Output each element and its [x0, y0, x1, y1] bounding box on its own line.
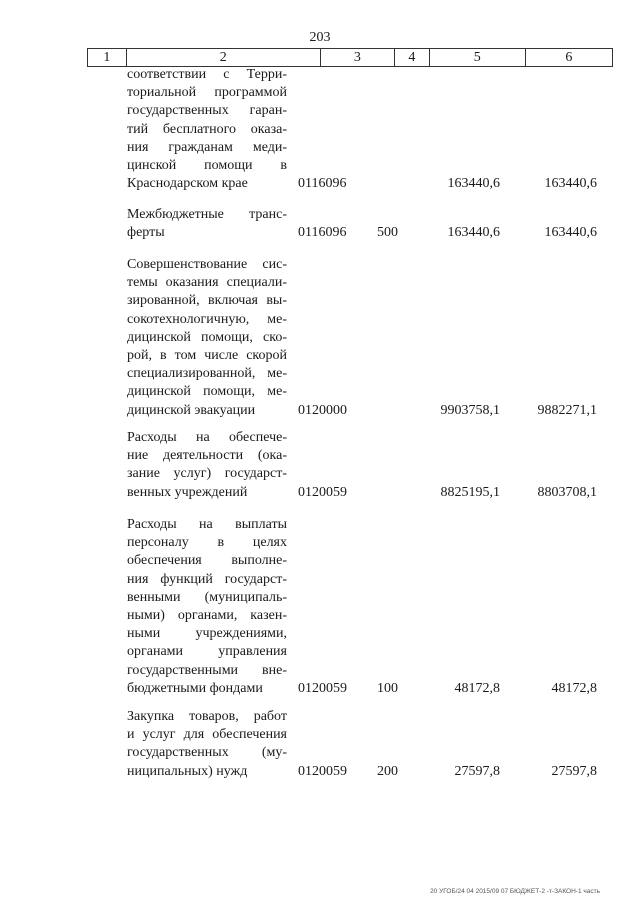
cell-amount-2016: 9882271,1	[537, 402, 597, 418]
description-line: тий бесплатного оказа-	[127, 121, 287, 137]
description-line: специализированной, ме-	[127, 366, 287, 382]
description-line: персоналу в целях	[127, 535, 287, 551]
col-header: 6	[565, 50, 573, 65]
cell-amount-2015: 163440,6	[447, 225, 500, 241]
row-description	[127, 429, 287, 502]
cell-code: 0116096	[298, 176, 347, 192]
description-line: государственных (му-	[127, 745, 287, 761]
row-description	[127, 256, 287, 420]
cell-expense-type: 100	[377, 680, 398, 696]
description-line: дицинской помощи, ско-	[127, 329, 287, 345]
description-line: органами управления	[127, 644, 287, 660]
cell-expense-type: 500	[377, 225, 398, 241]
description-line: венными (муниципаль-	[127, 589, 287, 605]
description-line: рой, в том числе скорой	[127, 348, 287, 364]
description-line: Межбюджетные транс-	[127, 207, 287, 222]
description-line: государственных гаран-	[127, 103, 287, 119]
row-description	[127, 516, 287, 698]
cell-code: 0120059	[298, 484, 347, 500]
cell-amount-2015: 163440,6	[447, 176, 500, 192]
description-line: венных учреждений	[127, 484, 248, 500]
cell-amount-2016: 163440,6	[544, 176, 597, 192]
page-number: 203	[309, 30, 331, 45]
description-line: ториальной программой	[127, 85, 287, 101]
footer-note: 20 УГОБ/24 04 2015/09 07 БЮДЖЕТ-2 -т-ЗАКОН-1 часть	[430, 888, 600, 895]
description-line: дицинской помощи, ме-	[127, 384, 287, 400]
cell-amount-2015: 9903758,1	[440, 402, 500, 418]
cell-amount-2015: 27597,8	[454, 763, 500, 779]
col-header: 4	[395, 49, 430, 66]
col-header: 1	[88, 49, 127, 66]
cell-code: 0120059	[298, 763, 347, 779]
description-line: обеспечения выполне-	[127, 553, 287, 569]
description-line: бюджетными фондами	[127, 680, 263, 696]
cell-code: 0120000	[298, 402, 347, 418]
description-line: государственными вне-	[127, 662, 287, 678]
cell-code: 0120059	[298, 680, 347, 696]
cell-amount-2015: 8825195,1	[440, 484, 500, 500]
cell-amount-2016: 48172,8	[551, 680, 597, 696]
description-line: ферты	[127, 225, 165, 241]
cell-code: 0116096	[298, 225, 347, 241]
row-description	[127, 206, 287, 242]
cell-amount-2016: 27597,8	[551, 763, 597, 779]
cell-expense-type: 200	[377, 763, 398, 779]
description-line: Расходы на выплаты	[127, 517, 287, 532]
description-line: ния функций государст-	[127, 571, 287, 587]
description-line: ными) органами, казен-	[127, 608, 287, 624]
cell-amount-2015: 48172,8	[454, 680, 500, 696]
description-line: дицинской эвакуации	[127, 402, 256, 418]
description-line: зированной, включая вы-	[127, 293, 287, 309]
cell-amount-2016: 8803708,1	[537, 484, 597, 500]
description-line: зание услуг) государст-	[127, 466, 287, 482]
description-line: темы оказания специали-	[127, 275, 287, 291]
description-line: сокотехнологичную, ме-	[127, 311, 287, 327]
description-line: Расходы на обеспече-	[127, 430, 287, 445]
description-line: и услуг для обеспечения	[127, 727, 287, 743]
description-line: цинской помощи в	[127, 158, 287, 174]
col-header: 2	[127, 49, 321, 66]
description-line: Краснодарском крае	[127, 176, 248, 192]
row-description	[127, 708, 287, 781]
row-description	[127, 66, 287, 193]
col-header: 3	[321, 49, 395, 66]
description-line: ниципальных) нужд	[127, 763, 248, 779]
description-line: Закупка товаров, работ	[127, 709, 287, 724]
description-line: соответствии с Терри-	[127, 67, 287, 82]
table-header	[87, 48, 613, 67]
description-line: Совершенствование сис-	[127, 257, 287, 272]
description-line: ными учреждениями,	[127, 626, 287, 642]
col-header: 5	[430, 49, 526, 66]
description-line: ния гражданам меди-	[127, 139, 287, 155]
description-line: ние деятельности (ока-	[127, 448, 287, 464]
cell-amount-2016: 163440,6	[544, 225, 597, 241]
